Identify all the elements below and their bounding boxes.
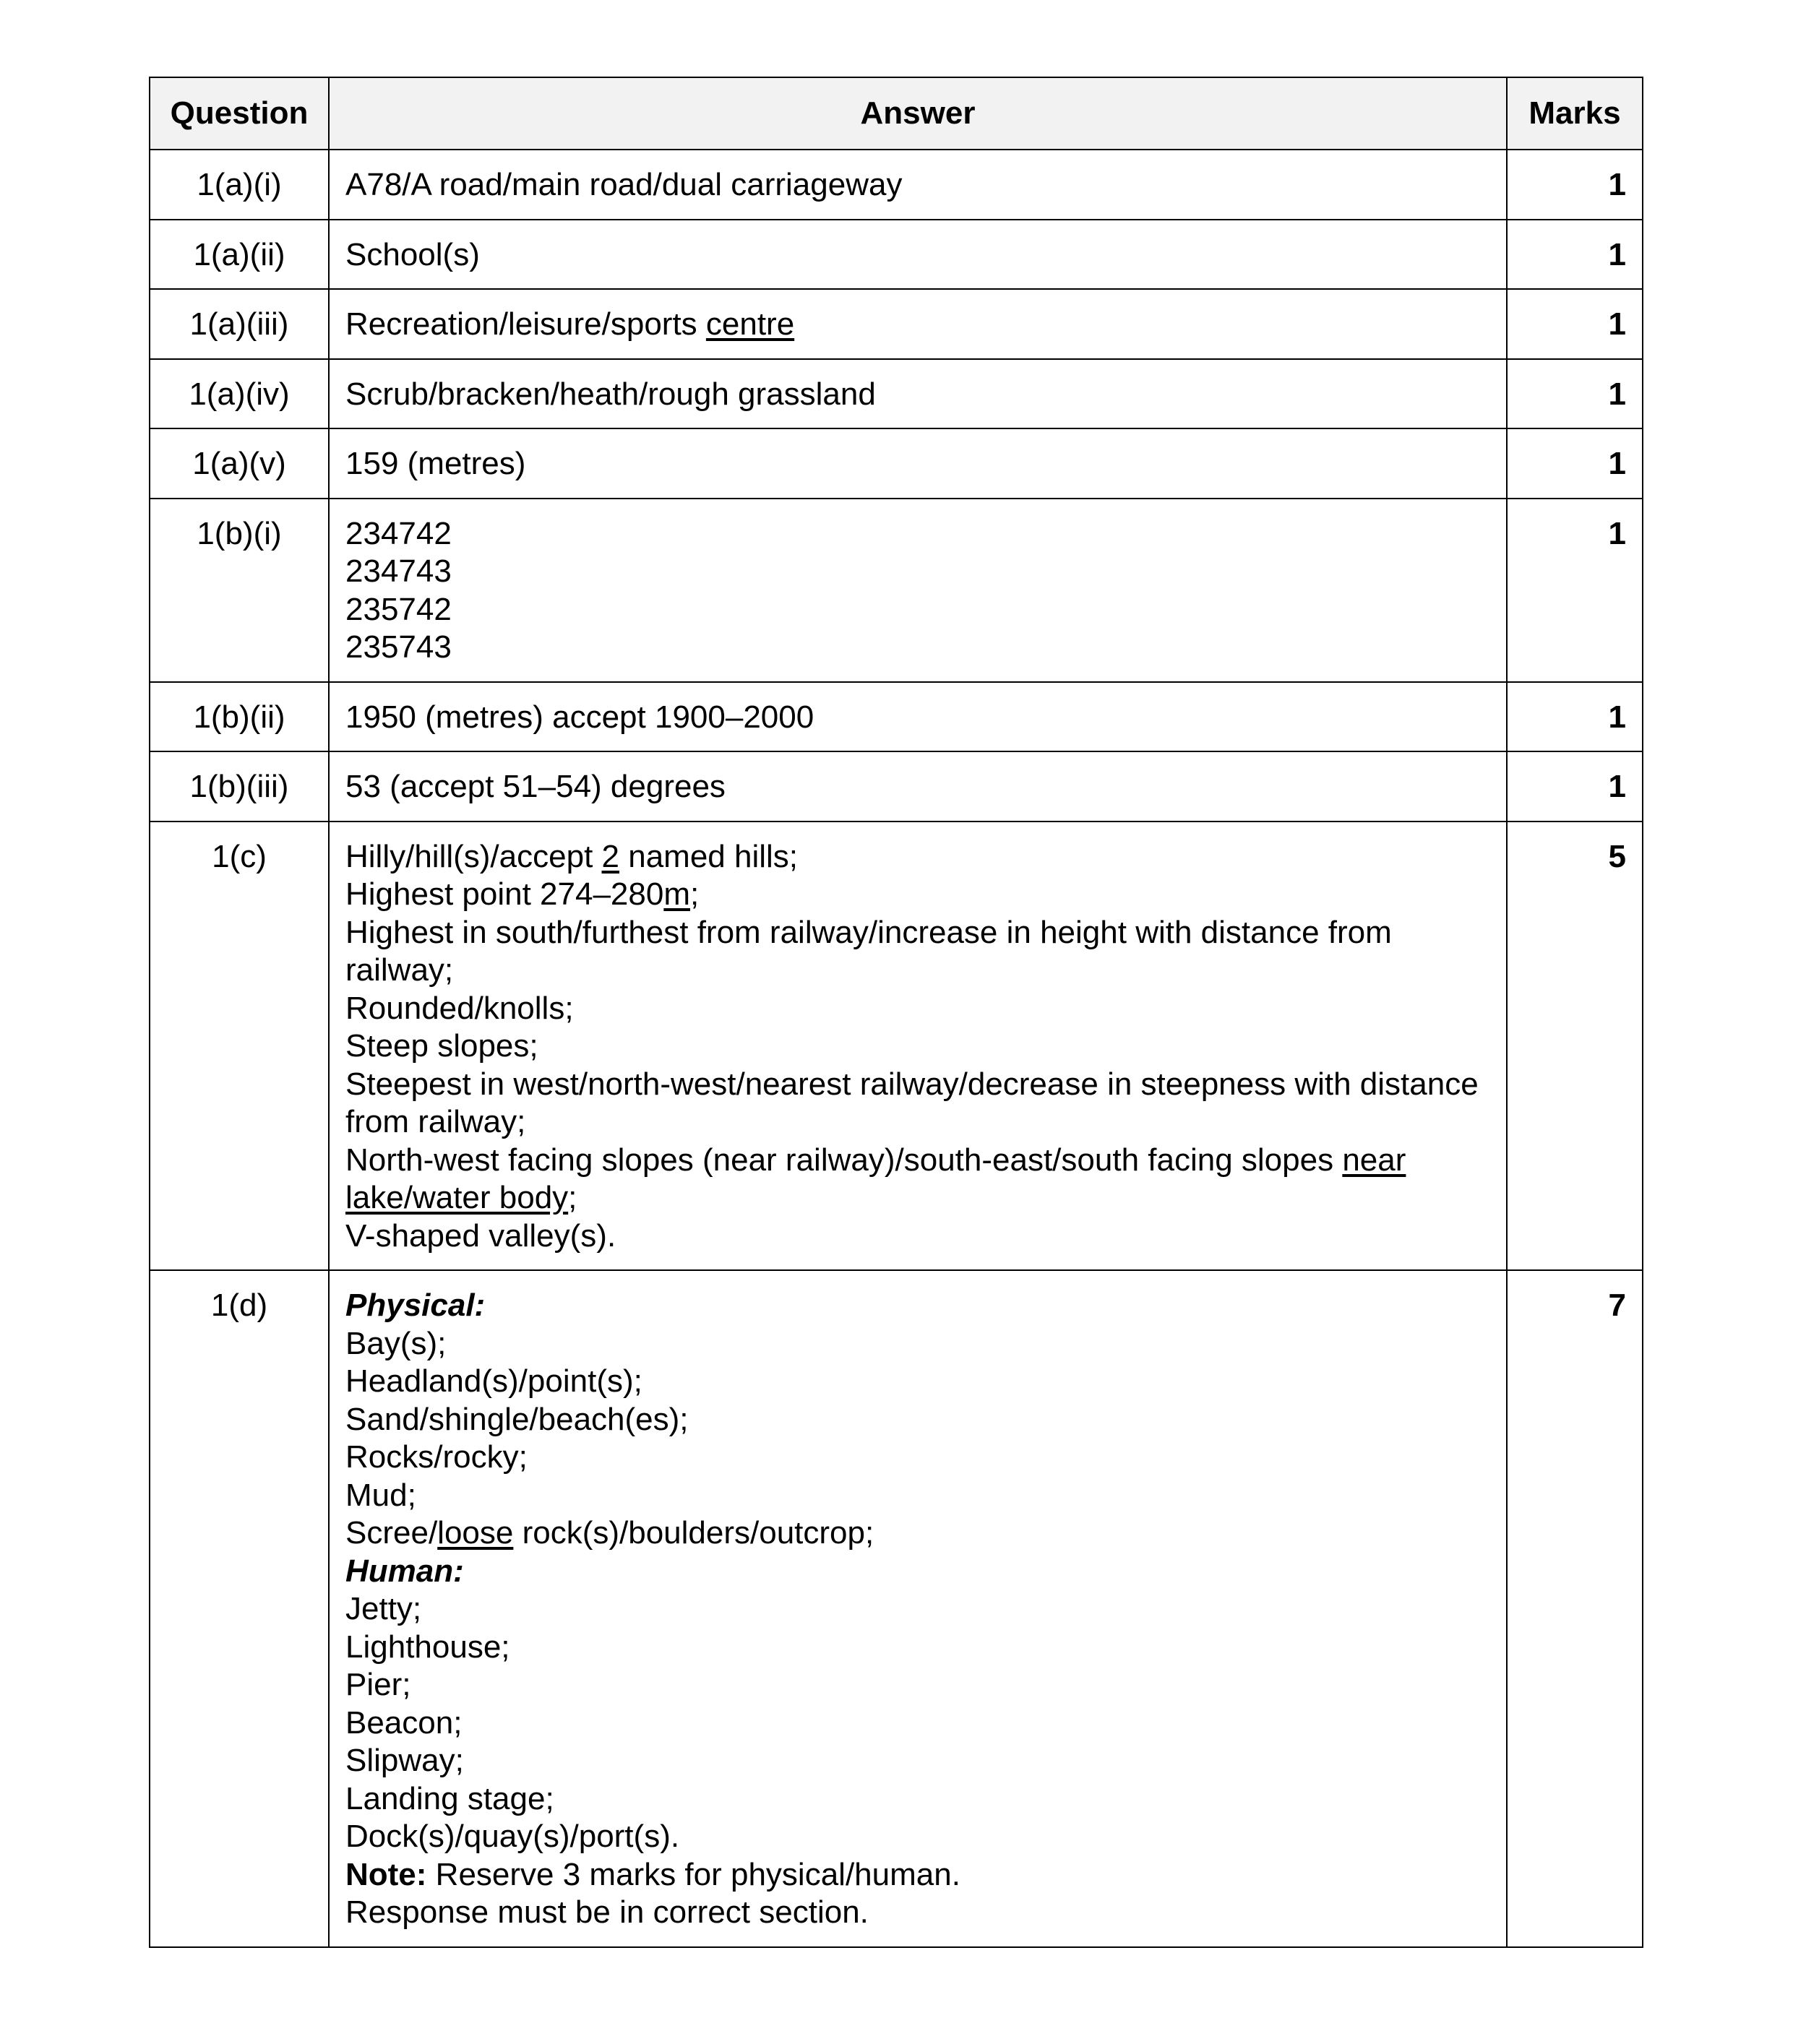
marks-value: 1 bbox=[1507, 751, 1643, 822]
answer-text: 235743 bbox=[345, 629, 452, 665]
answer-line bbox=[345, 990, 1490, 1028]
answer-line bbox=[345, 1066, 1490, 1142]
answer-line bbox=[345, 1325, 1490, 1363]
answer-text: Lighthouse; bbox=[345, 1629, 510, 1665]
answer-text: 159 (metres) bbox=[345, 446, 526, 481]
answer-text: Landing stage; bbox=[345, 1780, 554, 1816]
answer-line bbox=[345, 1439, 1490, 1477]
answer-cell bbox=[329, 289, 1507, 359]
answer-text: centre bbox=[705, 306, 795, 342]
marks-value: 5 bbox=[1507, 822, 1643, 1271]
answer-line bbox=[345, 1818, 1490, 1856]
table-header bbox=[150, 77, 1643, 150]
answer-text: 234743 bbox=[345, 553, 452, 589]
answer-cell bbox=[329, 499, 1507, 682]
mark-scheme-table bbox=[149, 77, 1643, 1948]
answer-text: Highest point 274–280 bbox=[345, 876, 664, 912]
answer-line bbox=[345, 1477, 1490, 1515]
answer-text: School(s) bbox=[345, 236, 480, 272]
question-number: 1(a)(v) bbox=[150, 428, 329, 499]
answer-line bbox=[345, 1401, 1490, 1439]
answer-cell bbox=[329, 822, 1507, 1271]
question-number: 1(b)(i) bbox=[150, 499, 329, 682]
answer-cell bbox=[329, 359, 1507, 429]
marks-value: 1 bbox=[1507, 220, 1643, 290]
marks-value: 7 bbox=[1507, 1270, 1643, 1947]
marks-value: 1 bbox=[1507, 289, 1643, 359]
answer-line bbox=[345, 166, 1490, 204]
table-row bbox=[150, 751, 1643, 822]
table-row bbox=[150, 220, 1643, 290]
marks-value: 1 bbox=[1507, 428, 1643, 499]
note-label: Note: bbox=[345, 1856, 427, 1892]
answer-cell bbox=[329, 220, 1507, 290]
answer-text: North-west facing slopes (near railway)/south-east/south facing slopes bbox=[345, 1142, 1343, 1178]
answer-line bbox=[345, 306, 1490, 344]
answer-text: Dock(s)/quay(s)/port(s). bbox=[345, 1819, 680, 1854]
marks-value: 1 bbox=[1507, 150, 1643, 220]
answer-text: V-shaped valley(s). bbox=[345, 1217, 616, 1254]
answer-column-header: Answer bbox=[329, 77, 1507, 150]
table-row bbox=[150, 150, 1643, 220]
answer-cell bbox=[329, 682, 1507, 752]
answer-text: Highest in south/furthest from railway/increase in height with distance from railway; bbox=[345, 914, 1392, 988]
answer-text: Recreation/leisure/sports bbox=[345, 306, 706, 342]
answer-cell bbox=[329, 428, 1507, 499]
answer-text: near lake/water body bbox=[345, 1142, 1406, 1215]
answer-text: Steep slopes; bbox=[345, 1028, 538, 1064]
answer-line bbox=[345, 1629, 1490, 1667]
answer-text: 1950 (metres) accept 1900–2000 bbox=[345, 699, 814, 735]
answer-text: loose bbox=[437, 1515, 514, 1551]
question-number: 1(a)(iii) bbox=[150, 289, 329, 359]
table-row bbox=[150, 1270, 1643, 1947]
answer-text: m bbox=[663, 876, 690, 912]
answer-line bbox=[345, 236, 1490, 275]
answer-text: ; bbox=[568, 1180, 577, 1215]
answer-text: ; bbox=[690, 876, 700, 912]
table-body bbox=[150, 150, 1643, 1947]
answer-text: named hills; bbox=[619, 838, 799, 874]
answer-text: Reserve 3 marks for physical/human. bbox=[426, 1856, 960, 1892]
answer-text: Jetty; bbox=[345, 1591, 422, 1626]
question-number: 1(d) bbox=[150, 1270, 329, 1947]
answer-line bbox=[345, 1856, 1490, 1894]
answer-cell bbox=[329, 1270, 1507, 1947]
question-number: 1(a)(ii) bbox=[150, 220, 329, 290]
table-row bbox=[150, 499, 1643, 682]
answer-cell bbox=[329, 751, 1507, 822]
answer-line bbox=[345, 768, 1490, 806]
question-number: 1(b)(iii) bbox=[150, 751, 329, 822]
answer-text: Response must be in correct section. bbox=[345, 1894, 869, 1930]
answer-line bbox=[345, 591, 1490, 629]
answer-text: Rounded/knolls; bbox=[345, 990, 574, 1026]
answer-line bbox=[345, 553, 1490, 591]
answer-text: 235742 bbox=[345, 591, 452, 627]
marks-column-header: Marks bbox=[1507, 77, 1643, 150]
answer-line bbox=[345, 914, 1490, 990]
answer-line bbox=[345, 445, 1490, 483]
table-row bbox=[150, 428, 1643, 499]
answer-line bbox=[345, 1514, 1490, 1553]
answer-cell bbox=[329, 150, 1507, 220]
answer-text: Scree/ bbox=[345, 1515, 438, 1551]
header-row bbox=[150, 77, 1643, 150]
answer-line bbox=[345, 1363, 1490, 1401]
answer-line bbox=[345, 838, 1490, 876]
section-heading: Physical: bbox=[345, 1288, 486, 1323]
answer-line bbox=[345, 376, 1490, 414]
marks-value: 1 bbox=[1507, 682, 1643, 752]
answer-line bbox=[345, 1027, 1490, 1066]
answer-text: A78/A road/main road/dual carriageway bbox=[345, 167, 903, 202]
answer-line bbox=[345, 629, 1490, 667]
answer-text: 2 bbox=[601, 838, 619, 874]
answer-text: Hilly/hill(s)/accept bbox=[345, 838, 602, 874]
marks-value: 1 bbox=[1507, 499, 1643, 682]
answer-text: Rocks/rocky; bbox=[345, 1439, 528, 1475]
answer-text: Bay(s); bbox=[345, 1325, 447, 1361]
answer-line bbox=[345, 1742, 1490, 1780]
section-heading: Human: bbox=[345, 1553, 464, 1589]
question-number: 1(b)(ii) bbox=[150, 682, 329, 752]
answer-text: Slipway; bbox=[345, 1743, 464, 1778]
answer-line bbox=[345, 1217, 1490, 1256]
answer-text: Steepest in west/north-west/nearest railway/decrease in steepness with distance from railway; bbox=[345, 1066, 1479, 1139]
answer-text: rock(s)/boulders/outcrop; bbox=[513, 1515, 874, 1551]
question-number: 1(c) bbox=[150, 822, 329, 1271]
answer-line bbox=[345, 1666, 1490, 1704]
question-column-header: Question bbox=[150, 77, 329, 150]
answer-text: Mud; bbox=[345, 1477, 416, 1513]
answer-text: Sand/shingle/beach(es); bbox=[345, 1401, 689, 1437]
answer-line bbox=[345, 1780, 1490, 1819]
answer-line bbox=[345, 1590, 1490, 1629]
answer-text: Pier; bbox=[345, 1667, 411, 1702]
question-number: 1(a)(i) bbox=[150, 150, 329, 220]
question-number: 1(a)(iv) bbox=[150, 359, 329, 429]
table-row bbox=[150, 682, 1643, 752]
answer-line bbox=[345, 1287, 1490, 1325]
table-row bbox=[150, 359, 1643, 429]
answer-text: 234742 bbox=[345, 515, 452, 551]
answer-line bbox=[345, 1142, 1490, 1217]
marks-value: 1 bbox=[1507, 359, 1643, 429]
table-row bbox=[150, 822, 1643, 1271]
answer-line bbox=[345, 699, 1490, 737]
answer-line bbox=[345, 1704, 1490, 1743]
answer-text: 53 (accept 51–54) degrees bbox=[345, 769, 726, 804]
answer-line bbox=[345, 1553, 1490, 1591]
answer-line bbox=[345, 515, 1490, 553]
table-row bbox=[150, 289, 1643, 359]
answer-line bbox=[345, 876, 1490, 914]
answer-line bbox=[345, 1894, 1490, 1932]
answer-text: Scrub/bracken/heath/rough grassland bbox=[345, 376, 876, 412]
answer-text: Headland(s)/point(s); bbox=[345, 1363, 642, 1399]
answer-text: Beacon; bbox=[345, 1704, 463, 1741]
